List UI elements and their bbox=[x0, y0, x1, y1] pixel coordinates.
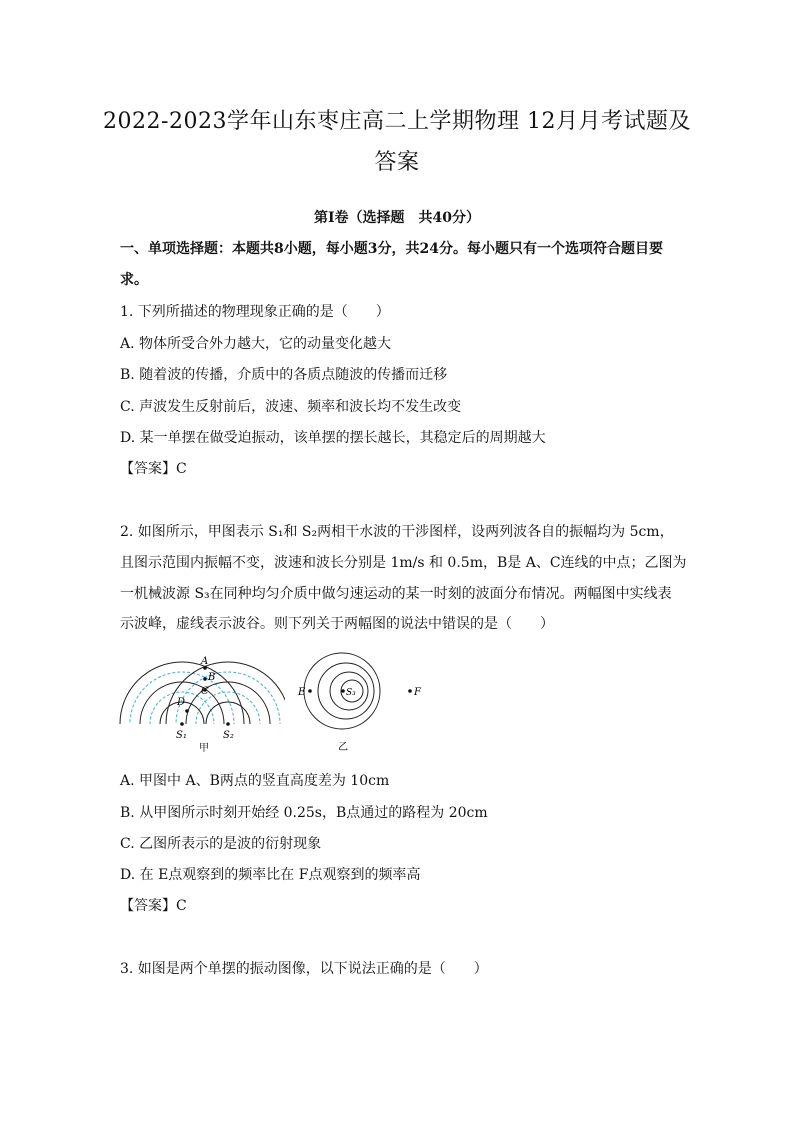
q2-option-c: C. 乙图所表示的是波的衍射现象 bbox=[120, 836, 322, 852]
part-heading: 第Ⅰ卷（选择题 共40分） bbox=[313, 210, 481, 226]
point-f-dot bbox=[408, 689, 412, 693]
q2-answer: 【答案】C bbox=[120, 898, 187, 914]
q2-option-d: D. 在 E点观察到的频率比在 F点观察到的频率高 bbox=[120, 867, 421, 883]
label-s1: S₁ bbox=[176, 730, 187, 741]
q2-stem-line-4: 示波峰，虚线表示波谷。则下列关于两幅图的说法中错误的是（ ） bbox=[120, 616, 554, 632]
q2-stem-line-1: 2. 如图所示，甲图表示 S₁和 S₂两相干水波的干涉图样，设两列波各自的振幅均为 5cm， bbox=[120, 524, 674, 540]
section-title-line-1: 一、单项选择题：本题共8小题，每小题3分，共24分。每小题只有一个选项符合题目要 bbox=[120, 241, 663, 257]
point-b-dot bbox=[203, 677, 207, 681]
point-e-dot bbox=[308, 689, 312, 693]
q1-stem: 1. 下列所描述的物理现象正确的是（ ） bbox=[120, 304, 390, 320]
q1-option-b: B. 随着波的传播，介质中的各质点随波的传播而迁移 bbox=[120, 367, 448, 383]
figure-interference-jia bbox=[115, 648, 285, 756]
s1-crest-circles bbox=[120, 662, 244, 756]
document-title-line-1: 2022-2023学年山东枣庄高二上学期物理 12月月考试题及 bbox=[103, 109, 691, 134]
q3-stem: 3. 如图是两个单摆的振动图像，以下说法正确的是（ ） bbox=[120, 961, 488, 977]
label-s2: S₂ bbox=[223, 730, 234, 741]
source-s2-dot bbox=[226, 722, 230, 726]
s2-trough-circles bbox=[176, 672, 280, 756]
label-yi: 乙 bbox=[338, 742, 348, 753]
label-s3: S₃ bbox=[346, 688, 356, 698]
label-a: A bbox=[201, 656, 209, 667]
label-c: C bbox=[201, 686, 209, 697]
q2-stem-line-3: 一机械波源 S₃在同种均匀介质中做匀速运动的某一时刻的波面分布情况。两幅图中实线表 bbox=[120, 586, 672, 602]
figure-moving-source-yi bbox=[290, 644, 430, 756]
section-title-line-2: 求。 bbox=[120, 272, 148, 288]
s2-crest-circles bbox=[166, 662, 285, 756]
q1-option-a: A. 物体所受合外力越大，它的动量变化越大 bbox=[120, 336, 392, 352]
q2-option-b: B. 从甲图所示时刻开始经 0.25s，B点通过的路程为 20cm bbox=[120, 805, 488, 821]
label-jia: 甲 bbox=[199, 743, 209, 754]
q2-stem-line-2: 且图示范围内振幅不变，波速和波长分别是 1m/s 和 0.5m，B是 A、C连线的中点；乙图为 bbox=[120, 555, 687, 571]
document-title-line-2: 答案 bbox=[374, 150, 420, 175]
label-f: F bbox=[414, 687, 421, 698]
q2-option-a: A. 甲图中 A、B两点的竖直高度差为 10cm bbox=[120, 773, 390, 789]
source-s3-dot bbox=[341, 689, 345, 693]
source-s1-dot bbox=[180, 722, 184, 726]
q1-answer: 【答案】C bbox=[120, 461, 187, 477]
label-b: B bbox=[208, 672, 216, 683]
point-d-dot bbox=[185, 709, 189, 713]
q1-option-c: C. 声波发生反射前后，波速、频率和波长均不发生改变 bbox=[120, 399, 462, 415]
s1-trough-circles bbox=[130, 672, 234, 756]
label-d: D bbox=[177, 697, 186, 708]
q1-option-d: D. 某一单摆在做受迫振动，该单摆的摆长越长，其稳定后的周期越大 bbox=[120, 430, 546, 446]
label-e: E bbox=[298, 687, 306, 698]
